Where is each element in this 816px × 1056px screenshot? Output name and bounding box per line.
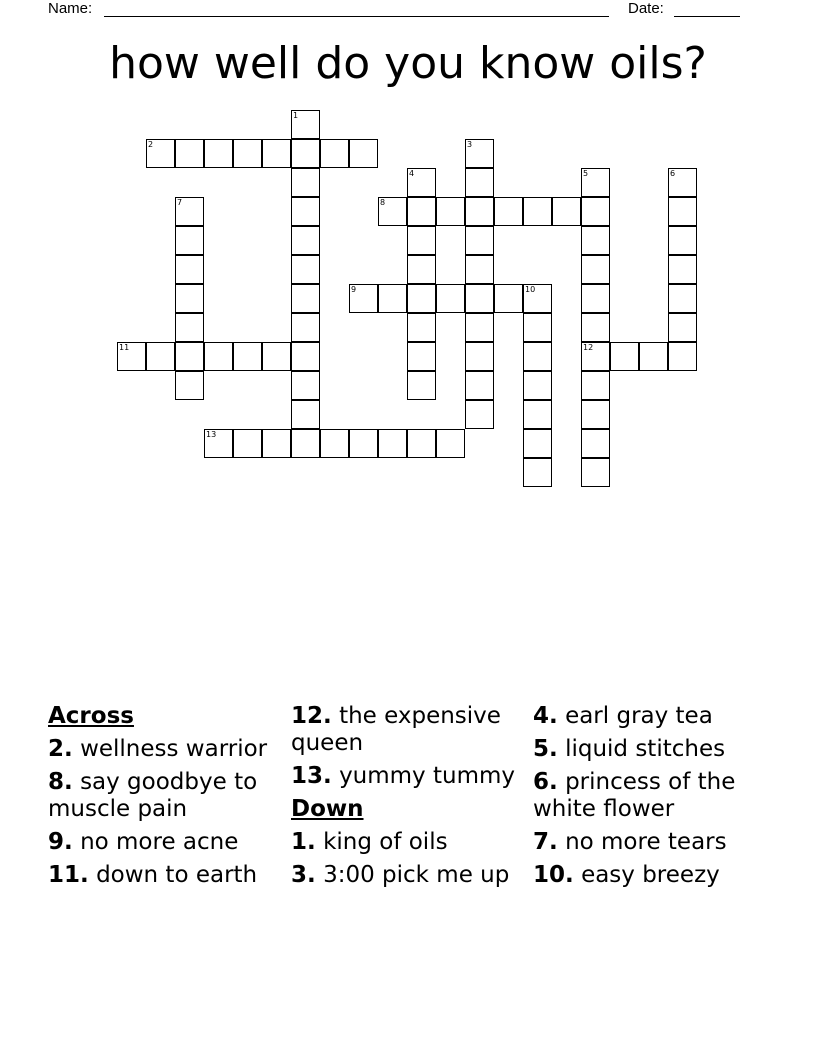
grid-cell[interactable] (465, 371, 494, 400)
cell-number: 2 (148, 140, 154, 149)
clue-number: 7. (533, 829, 558, 855)
page-title: how well do you know oils? (109, 38, 707, 89)
date-label: Date: (628, 0, 664, 17)
grid-cell[interactable] (668, 342, 697, 371)
grid-cell[interactable] (407, 342, 436, 371)
cell-number: 1 (293, 111, 299, 120)
clue-item (48, 769, 278, 823)
cell-number: 5 (583, 169, 589, 178)
grid-cell[interactable] (233, 342, 262, 371)
grid-cell[interactable] (465, 226, 494, 255)
clue-number: 12. (291, 703, 332, 729)
clue-text: king of oils (323, 829, 448, 855)
grid-cell[interactable] (262, 429, 291, 458)
grid-cell[interactable] (291, 313, 320, 342)
cell-number: 13 (206, 430, 217, 439)
grid-cell[interactable] (320, 429, 349, 458)
clue-column-1 (48, 703, 278, 895)
grid-cell[interactable] (436, 197, 465, 226)
grid-cell[interactable] (552, 197, 581, 226)
clue-number: 13. (291, 763, 332, 789)
grid-cell[interactable] (291, 255, 320, 284)
clue-item (533, 829, 763, 856)
clue-text: no more acne (80, 829, 239, 855)
clue-number: 2. (48, 736, 73, 762)
grid-cell[interactable] (349, 284, 378, 313)
clue-item (48, 829, 278, 856)
grid-cell[interactable] (291, 342, 320, 371)
clue-heading: Across (48, 703, 134, 729)
grid-cell[interactable] (494, 284, 523, 313)
clue-number: 11. (48, 862, 89, 888)
grid-cell[interactable] (378, 284, 407, 313)
grid-cell[interactable] (146, 342, 175, 371)
grid-cell[interactable] (407, 284, 436, 313)
cell-number: 12 (583, 343, 594, 352)
clue-text: yummy tummy (339, 763, 515, 789)
clue-column-2 (291, 703, 521, 895)
grid-cell[interactable] (117, 342, 146, 371)
grid-cell[interactable] (175, 139, 204, 168)
grid-cell[interactable] (407, 429, 436, 458)
clue-item (48, 736, 278, 763)
grid-cell[interactable] (668, 168, 697, 197)
grid-cell[interactable] (465, 168, 494, 197)
grid-cell[interactable] (465, 400, 494, 429)
grid-cell[interactable] (291, 168, 320, 197)
grid-cell[interactable] (407, 197, 436, 226)
grid-cell[interactable] (523, 197, 552, 226)
grid-cell[interactable] (407, 371, 436, 400)
grid-cell[interactable] (175, 313, 204, 342)
grid-cell[interactable] (291, 226, 320, 255)
clue-text: princess of the white flower (533, 769, 736, 822)
grid-cell[interactable] (581, 458, 610, 487)
clue-number: 4. (533, 703, 558, 729)
cell-number: 8 (380, 198, 386, 207)
grid-cell[interactable] (523, 429, 552, 458)
grid-cell[interactable] (639, 342, 668, 371)
clue-text: say goodbye to muscle pain (48, 769, 258, 822)
grid-cell[interactable] (291, 110, 320, 139)
clue-item (291, 703, 521, 757)
grid-cell[interactable] (146, 139, 175, 168)
grid-cell[interactable] (233, 429, 262, 458)
grid-cell[interactable] (465, 342, 494, 371)
grid-cell[interactable] (668, 226, 697, 255)
grid-cell[interactable] (610, 342, 639, 371)
grid-cell[interactable] (523, 313, 552, 342)
grid-cell[interactable] (204, 139, 233, 168)
grid-cell[interactable] (465, 255, 494, 284)
grid-cell[interactable] (581, 255, 610, 284)
grid-cell[interactable] (291, 371, 320, 400)
clue-item (533, 703, 763, 730)
grid-cell[interactable] (523, 342, 552, 371)
clue-item (533, 862, 763, 889)
grid-cell[interactable] (407, 313, 436, 342)
grid-cell[interactable] (465, 313, 494, 342)
grid-cell[interactable] (465, 139, 494, 168)
cell-number: 3 (467, 140, 473, 149)
grid-cell[interactable] (204, 429, 233, 458)
grid-cell[interactable] (581, 313, 610, 342)
grid-cell[interactable] (291, 139, 320, 168)
clue-text: no more tears (565, 829, 727, 855)
clue-item (533, 769, 763, 823)
grid-cell[interactable] (581, 400, 610, 429)
clue-number: 5. (533, 736, 558, 762)
clue-text: liquid stitches (565, 736, 726, 762)
clue-item (48, 862, 278, 889)
grid-cell[interactable] (523, 371, 552, 400)
clue-item (291, 763, 521, 790)
grid-cell[interactable] (175, 284, 204, 313)
clue-number: 10. (533, 862, 574, 888)
cell-number: 7 (177, 198, 183, 207)
grid-cell[interactable] (668, 197, 697, 226)
clue-text: easy breezy (581, 862, 720, 888)
grid-cell[interactable] (175, 255, 204, 284)
clue-text: earl gray tea (565, 703, 713, 729)
grid-cell[interactable] (407, 226, 436, 255)
grid-cell[interactable] (436, 284, 465, 313)
grid-cell[interactable] (523, 458, 552, 487)
clue-item (291, 829, 521, 856)
grid-cell[interactable] (581, 197, 610, 226)
grid-cell[interactable] (668, 284, 697, 313)
grid-cell[interactable] (291, 197, 320, 226)
grid-cell[interactable] (465, 284, 494, 313)
grid-cell[interactable] (581, 371, 610, 400)
clue-text: 3:00 pick me up (323, 862, 510, 888)
grid-cell[interactable] (378, 429, 407, 458)
clue-text: wellness warrior (80, 736, 268, 762)
grid-cell[interactable] (204, 342, 233, 371)
clue-number: 1. (291, 829, 316, 855)
clue-number: 8. (48, 769, 73, 795)
clue-number: 9. (48, 829, 73, 855)
grid-cell[interactable] (175, 371, 204, 400)
clue-heading: Down (291, 796, 364, 822)
grid-cell[interactable] (378, 197, 407, 226)
cell-number: 4 (409, 169, 415, 178)
grid-cell[interactable] (320, 139, 349, 168)
grid-cell[interactable] (175, 197, 204, 226)
clue-number: 6. (533, 769, 558, 795)
cell-number: 6 (670, 169, 676, 178)
grid-cell[interactable] (523, 400, 552, 429)
grid-cell[interactable] (262, 139, 291, 168)
grid-cell[interactable] (291, 284, 320, 313)
cell-number: 11 (119, 343, 130, 352)
clue-number: 3. (291, 862, 316, 888)
grid-cell[interactable] (291, 400, 320, 429)
clue-item (533, 736, 763, 763)
grid-cell[interactable] (349, 429, 378, 458)
grid-cell[interactable] (581, 284, 610, 313)
name-label: Name: (48, 0, 93, 17)
clue-text: down to earth (96, 862, 258, 888)
cell-number: 10 (525, 285, 536, 294)
grid-cell[interactable] (581, 342, 610, 371)
grid-cell[interactable] (407, 168, 436, 197)
grid-cell[interactable] (175, 226, 204, 255)
cell-number: 9 (351, 285, 357, 294)
grid-cell[interactable] (581, 168, 610, 197)
grid-cell[interactable] (523, 284, 552, 313)
grid-cell[interactable] (581, 429, 610, 458)
grid-cell[interactable] (465, 197, 494, 226)
grid-cell[interactable] (175, 342, 204, 371)
grid-cell[interactable] (233, 139, 262, 168)
grid-cell[interactable] (291, 429, 320, 458)
grid-cell[interactable] (407, 255, 436, 284)
grid-cell[interactable] (494, 197, 523, 226)
crossword-grid (0, 0, 816, 520)
grid-cell[interactable] (349, 139, 378, 168)
grid-cell[interactable] (262, 342, 291, 371)
clue-item (291, 862, 521, 889)
grid-cell[interactable] (436, 429, 465, 458)
clue-column-3 (533, 703, 763, 895)
grid-cell[interactable] (581, 226, 610, 255)
grid-cell[interactable] (668, 255, 697, 284)
grid-cell[interactable] (668, 313, 697, 342)
clue-text: the expensive queen (291, 703, 501, 756)
